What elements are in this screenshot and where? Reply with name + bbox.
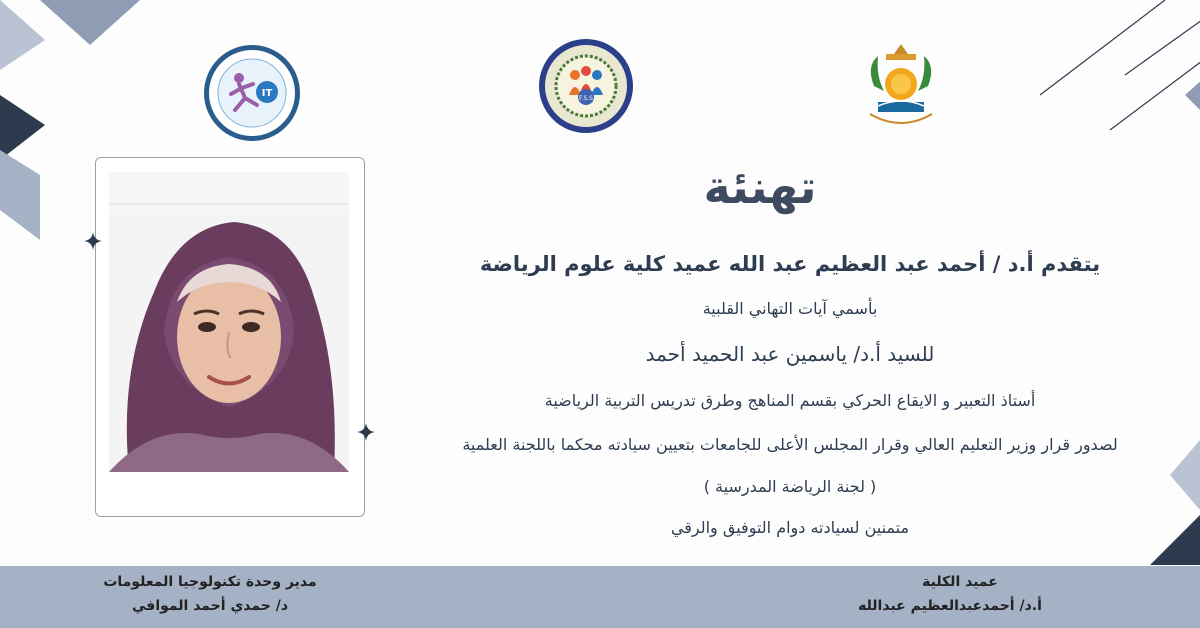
- fss-badge-text: F.S.S: [579, 95, 593, 102]
- position-line: أستاذ التعبير و الايقاع الحركي بقسم المناهج وطرق تدريس التربية الرياضية: [544, 391, 1036, 410]
- it-director-name: د/ حمدي أحمد الموافي: [131, 598, 289, 614]
- portrait-photo: [109, 172, 349, 472]
- greeting-line: بأسمي آيات التهاني القلبية: [702, 299, 878, 318]
- it-director-title: مدير وحدة تكنولوجيا المعلومات: [103, 574, 317, 590]
- sparkle-icon: [357, 423, 375, 441]
- decision-line: لصدور قرار وزير التعليم العالي وقرار المجلس الأعلى للجامعات بتعيين سيادته محكما باللجنة العلمية: [462, 435, 1118, 454]
- wishes-line: متمنين لسيادته دوام التوفيق والرقي: [670, 518, 910, 537]
- page-title: تهنئة: [703, 160, 817, 214]
- committee-line: ( لجنة الرياضة المدرسية ): [703, 477, 877, 496]
- intro-line: يتقدم أ.د / أحمد عبد العظيم عبد الله عميد كلية علوم الرياضة: [479, 252, 1101, 276]
- dean-name: أ.د/ أحمدعبدالعظيم عبدالله: [858, 598, 1042, 614]
- dean-title: عميد الكلية: [922, 574, 998, 590]
- sparkle-icon: [84, 232, 102, 250]
- it-unit-logo: [204, 45, 300, 141]
- honoree-line: للسيد أ.د/ ياسمين عبد الحميد أحمد: [645, 342, 935, 366]
- faculty-sports-logo: [539, 39, 633, 133]
- runner-icon: [209, 50, 295, 136]
- mansoura-university-logo: [856, 36, 946, 136]
- it-logo-text: IT: [261, 88, 273, 99]
